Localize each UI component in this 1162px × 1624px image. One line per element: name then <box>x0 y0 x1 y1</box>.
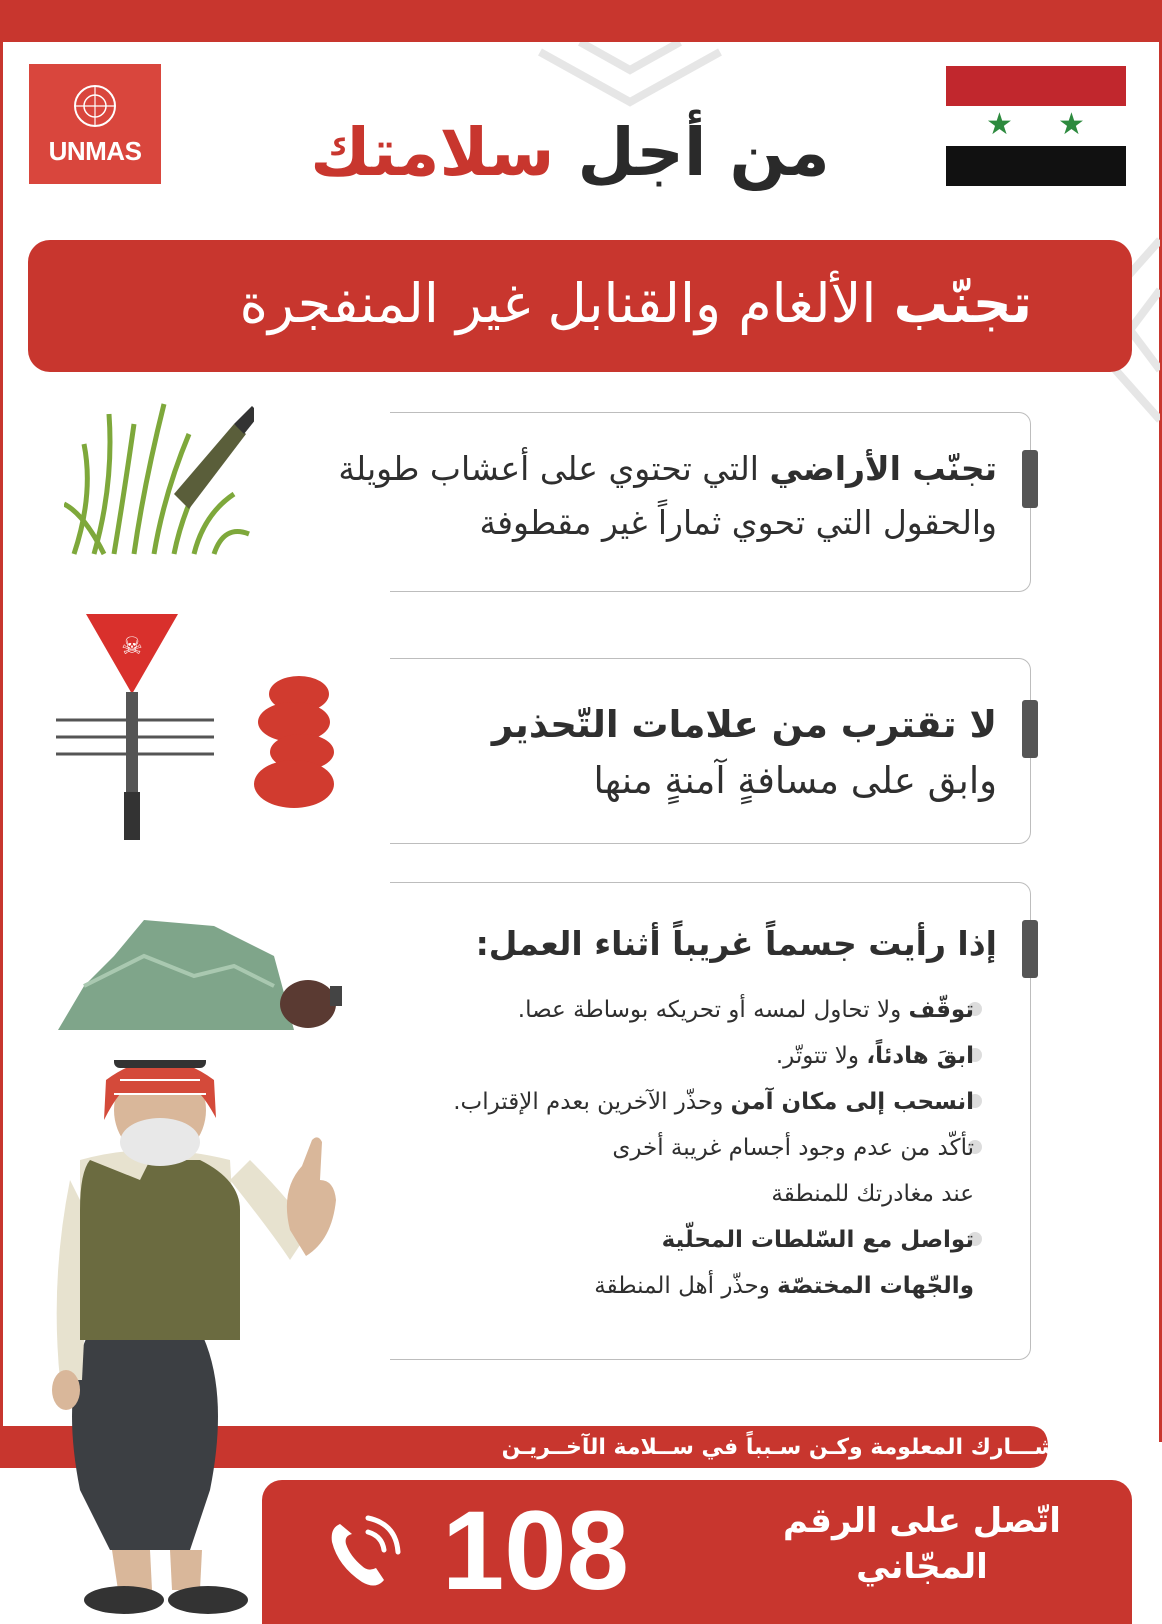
page-title <box>250 108 890 198</box>
card3-bullet5-line2 <box>594 1268 974 1304</box>
card3-bullet1 <box>518 992 974 1028</box>
card-marker <box>1022 450 1038 508</box>
old-man-illustration <box>40 1060 350 1624</box>
b2-bold: ابقَ هادئاً، <box>866 1043 974 1069</box>
syrian-flag <box>946 66 1126 186</box>
rock-and-grenade-icon <box>54 916 344 1036</box>
star-icon: ★ <box>1058 107 1085 142</box>
un-emblem-icon <box>71 82 119 130</box>
b3-bold: انسحب إلى مكان آمن <box>730 1089 974 1115</box>
card2-line2: وابق على مسافةٍ آمنةٍ منها <box>593 759 997 802</box>
banner-bold: تجنّب <box>893 272 1032 335</box>
card-marker <box>1022 700 1038 758</box>
card-marker <box>1022 920 1038 978</box>
main-banner <box>28 240 1132 372</box>
warning-sign-and-barbed-wire-icon <box>54 612 354 842</box>
call-label: اتّصل على الرقم المجّاني <box>783 1501 1061 1587</box>
star-icon: ★ <box>986 107 1013 142</box>
card3-bullet2 <box>776 1038 974 1074</box>
hotline-number: 108 <box>442 1488 629 1613</box>
card2-line1: لا تقترب من علامات التّحذير <box>491 703 997 746</box>
card3-bullet4-line2: عند مغادرتك للمنطقة <box>771 1181 974 1207</box>
grass-with-shell-icon <box>64 384 254 560</box>
title-part1: من أجل <box>577 114 830 191</box>
chevron-decoration-icon <box>520 42 740 112</box>
card1-line1-rest: التي تحتوي على أعشاب طويلة <box>338 449 770 488</box>
b5-rest: وحذّر أهل المنطقة <box>594 1273 778 1299</box>
card3-heading: إذا رأيت جسماً غريباً أثناء العمل: <box>475 924 997 963</box>
banner-rest: الألغام والقنابل غير المنفجرة <box>239 272 894 335</box>
top-red-bar <box>0 0 1162 42</box>
banner-heading <box>240 268 1032 340</box>
hotline-box <box>262 1480 1132 1624</box>
card3-bullet3 <box>453 1084 974 1120</box>
b3-rest: وحذّر الآخرين بعدم الإقتراب. <box>453 1089 731 1115</box>
svg-text:☠: ☠ <box>121 632 143 660</box>
unmas-logo <box>29 64 161 184</box>
b2-rest: ولا تتوتّر. <box>775 1043 867 1069</box>
card-warning-signs <box>390 658 1031 844</box>
left-border <box>0 42 3 1442</box>
b5-bold: والجّهات المختصّة <box>777 1273 974 1299</box>
logo-label: UNMAS <box>48 136 142 166</box>
b1-bold: توقّف <box>908 997 974 1023</box>
title-part2: سلامتك <box>310 114 555 191</box>
b1-rest: ولا تحاول لمسه أو تحريكه بوساطة عصا. <box>517 997 909 1023</box>
share-text: شـــارك المعلومة وكـن سـبباً في ســلامة الآخــريـن <box>501 1435 1056 1460</box>
card1-line1-bold: تجنّب الأراضي <box>769 449 997 488</box>
card1-line2: والحقول التي تحوي ثماراً غير مقطوفة <box>479 503 997 542</box>
card3-bullet5-line1: تواصل مع السّلطات المحلّية <box>661 1227 974 1253</box>
card1-line1 <box>338 446 997 492</box>
card3-bullet4-line1: تأكّد من عدم وجود أجسام غريبة أخرى <box>612 1135 974 1161</box>
